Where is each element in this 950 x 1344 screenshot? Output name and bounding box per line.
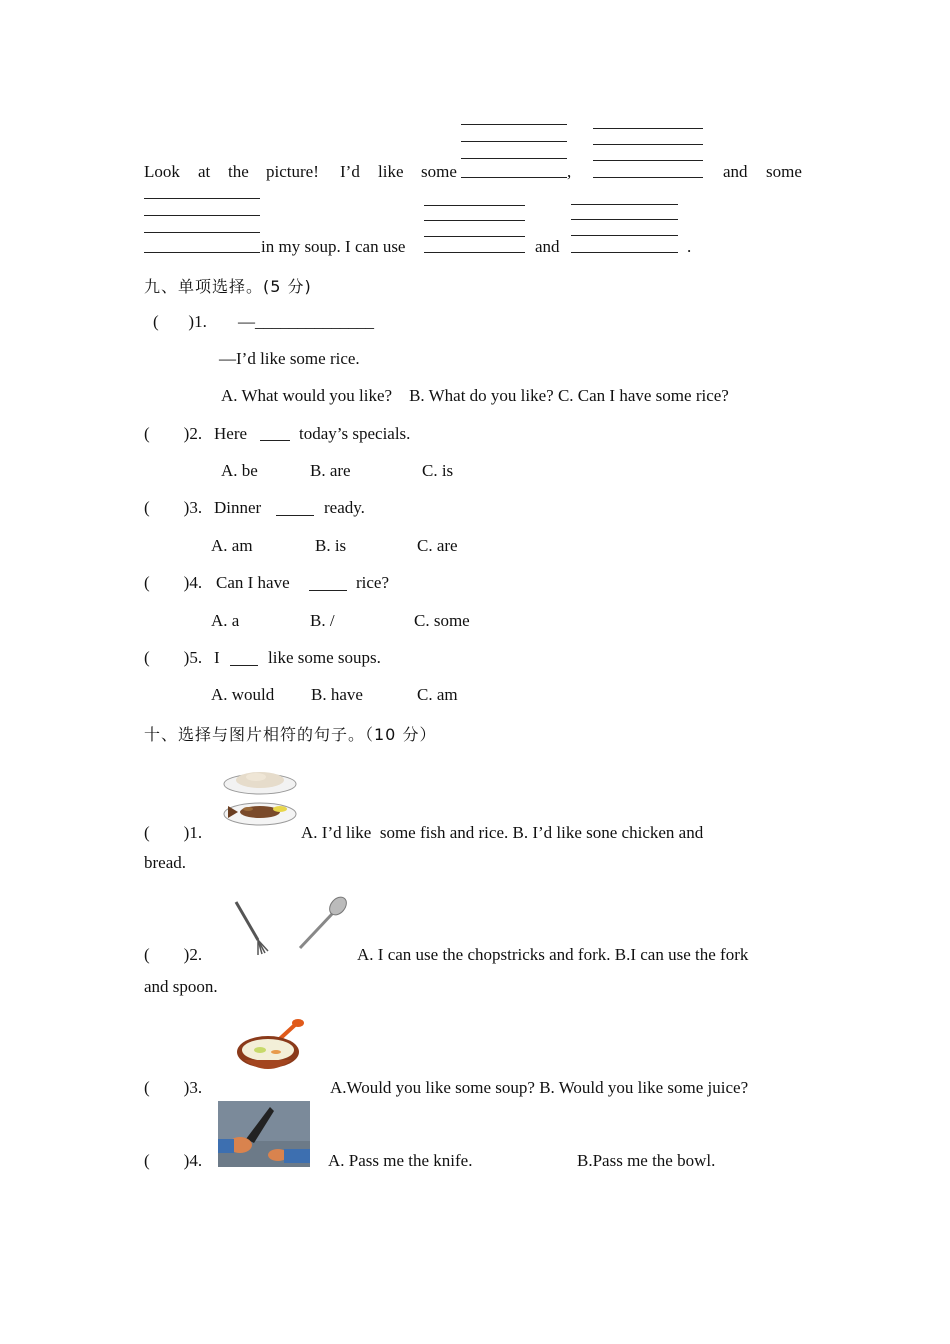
answer-paren[interactable]: ( )3. xyxy=(144,498,203,517)
word: some xyxy=(421,162,457,181)
answer-line xyxy=(144,198,260,199)
answer-paren[interactable]: ( )4. xyxy=(144,573,203,592)
answer-line xyxy=(424,220,525,221)
question-options-cont: and spoon. xyxy=(144,977,218,996)
option-a: A. would xyxy=(211,685,275,704)
answer-line[interactable] xyxy=(424,252,525,253)
answer-paren[interactable]: ( )3. xyxy=(144,1078,203,1097)
question-text: I xyxy=(214,648,220,667)
section-9-heading: 九、单项选择。(5 分) xyxy=(144,277,312,296)
option-c: C. are xyxy=(417,536,458,555)
question-text: rice? xyxy=(356,573,390,592)
answer-line xyxy=(571,204,678,205)
question-dash: —______________ xyxy=(238,312,374,331)
answer-line xyxy=(571,235,678,236)
answer-blank[interactable] xyxy=(309,590,347,591)
answer-blank[interactable] xyxy=(276,515,314,516)
word: and xyxy=(723,162,748,181)
question-text: —I’d like some rice. xyxy=(219,349,360,368)
answer-line xyxy=(424,205,525,206)
answer-blank[interactable] xyxy=(230,665,258,666)
section-10-heading: 十、选择与图片相符的句子。（10 分） xyxy=(144,725,437,744)
question-options-cont: bread. xyxy=(144,853,187,872)
option-b: B.Pass me the bowl. xyxy=(577,1151,716,1170)
answer-line[interactable] xyxy=(571,252,678,253)
answer-line xyxy=(461,141,567,142)
question-text: Dinner xyxy=(214,498,262,517)
answer-paren[interactable]: ( )5. xyxy=(144,648,203,667)
word: Look xyxy=(144,162,180,181)
question-options: A. I’d like some fish and rice. B. I’d like sone chicken and xyxy=(301,823,704,842)
answer-line[interactable] xyxy=(144,252,260,253)
option-c: C. some xyxy=(414,611,470,630)
soup-bowl-picture xyxy=(234,1016,308,1078)
answer-line xyxy=(461,124,567,125)
question-text: today’s specials. xyxy=(299,424,411,443)
fork-icon xyxy=(236,902,268,955)
question-text: ready. xyxy=(324,498,365,517)
answer-line xyxy=(144,215,260,216)
word: at xyxy=(198,162,211,181)
word: and xyxy=(535,237,560,256)
answer-line xyxy=(593,144,703,145)
option-a: A. be xyxy=(221,461,258,480)
question-text: Can I have xyxy=(216,573,290,592)
answer-paren[interactable]: ( )1. xyxy=(144,823,203,842)
spoon-icon xyxy=(300,894,348,948)
word: like xyxy=(378,162,404,181)
option-a: A. am xyxy=(211,536,253,555)
period: . xyxy=(687,237,692,256)
passing-knife-picture xyxy=(218,1101,310,1167)
answer-paren[interactable]: ( )4. xyxy=(144,1151,203,1170)
word: the xyxy=(228,162,249,181)
question-text: like some soups. xyxy=(268,648,381,667)
answer-line xyxy=(593,160,703,161)
answer-line[interactable] xyxy=(593,177,703,178)
option-b: B. are xyxy=(310,461,351,480)
answer-line[interactable] xyxy=(461,177,567,178)
rice-and-fish-picture xyxy=(218,764,300,838)
option-b: B. is xyxy=(315,536,347,555)
answer-paren[interactable]: ( )2. xyxy=(144,945,203,964)
question-options: A. What would you like? B. What do you like? C. Can I have some rice? xyxy=(221,386,729,405)
answer-line xyxy=(593,128,703,129)
word: picture! xyxy=(266,162,319,181)
answer-line xyxy=(461,158,567,159)
option-c: C. is xyxy=(422,461,454,480)
option-b: B. have xyxy=(311,685,363,704)
word: some xyxy=(766,162,802,181)
answer-line xyxy=(144,232,260,233)
option-c: C. am xyxy=(417,685,458,704)
fork-and-spoon-picture xyxy=(228,894,348,958)
option-b: B. / xyxy=(310,611,335,630)
answer-line xyxy=(571,219,678,220)
option-a: A. a xyxy=(211,611,240,630)
comma: , xyxy=(567,162,572,181)
answer-paren[interactable]: ( )1. xyxy=(153,312,207,331)
word: I’d xyxy=(340,162,360,181)
answer-blank[interactable] xyxy=(260,440,290,441)
option-a: A. Pass me the knife. xyxy=(328,1151,473,1170)
question-text: Here xyxy=(214,424,248,443)
sentence-text: in my soup. I can use xyxy=(261,237,406,256)
question-options: A. I can use the chopstricks and fork. B.I can use the fork xyxy=(357,945,749,964)
question-options: A.Would you like some soup? B. Would you like some juice? xyxy=(330,1078,749,1097)
answer-line xyxy=(424,236,525,237)
answer-paren[interactable]: ( )2. xyxy=(144,424,203,443)
